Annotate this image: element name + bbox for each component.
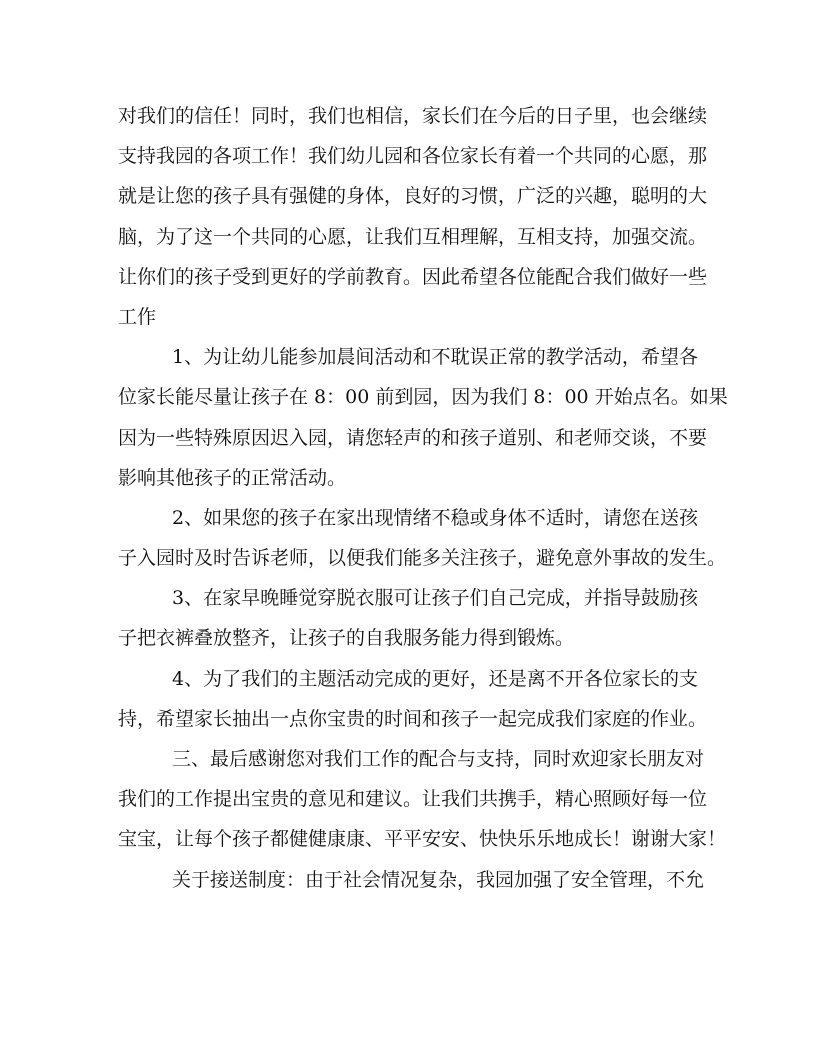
text-line: 持，希望家长抽出一点你宝贵的时间和孩子一起完成我们家庭的作业。: [118, 707, 708, 730]
text-line: 工作: [118, 305, 157, 328]
text-line: 就是让您的孩子具有强健的身体，良好的习惯，广泛的兴趣，聪明的大: [118, 185, 708, 208]
text-line: 2、如果您的孩子在家出现情绪不稳或身体不适时，请您在送孩: [172, 506, 698, 529]
text-line: 子入园时及时告诉老师，以便我们能多关注孩子，避免意外事故的发生。: [118, 547, 727, 570]
text-line: 3、在家早晚睡觉穿脱衣服可让孩子们自己完成，并指导鼓励孩: [172, 587, 698, 610]
text-line: 支持我园的各项工作！我们幼儿园和各位家长有着一个共同的心愿，那: [118, 145, 708, 168]
text-line: 1、为让幼儿能参加晨间活动和不耽误正常的教学活动，希望各: [172, 346, 698, 369]
text-line: 4、为了我们的主题活动完成的更好，还是离不开各位家长的支: [172, 667, 698, 690]
text-line: 让你们的孩子受到更好的学前教育。因此希望各位能配合我们做好一些: [118, 265, 708, 288]
document-body: [118, 96, 728, 900]
text-line: 三、最后感谢您对我们工作的配合与支持，同时欢迎家长朋友对: [172, 748, 705, 770]
text-line: 子把衣裤叠放整齐，让孩子的自我服务能力得到锻炼。: [118, 627, 575, 650]
text-line: 脑，为了这一个共同的心愿，让我们互相理解，互相支持，加强交流。: [118, 225, 708, 248]
text-line: 宝宝，让每个孩子都健健康康、平平安安、快快乐乐地成长！谢谢大家！: [118, 828, 727, 851]
text-line: 影响其他孩子的正常活动。: [118, 466, 347, 489]
text-line: 关于接送制度：由于社会情况复杂，我园加强了安全管理，不允: [172, 868, 705, 891]
text-line: 因为一些特殊原因迟入园，请您轻声的和孩子道别、和老师交谈，不要: [118, 426, 708, 449]
text-line: 对我们的信任！同时，我们也相信，家长们在今后的日子里，也会继续: [118, 105, 708, 127]
text-line: 我们的工作提出宝贵的意见和建议。让我们共携手，精心照顾好每一位: [118, 788, 708, 811]
text-line: 位家长能尽量让孩子在 8：00 前到园，因为我们 8：00 开始点名。如果: [118, 386, 728, 409]
